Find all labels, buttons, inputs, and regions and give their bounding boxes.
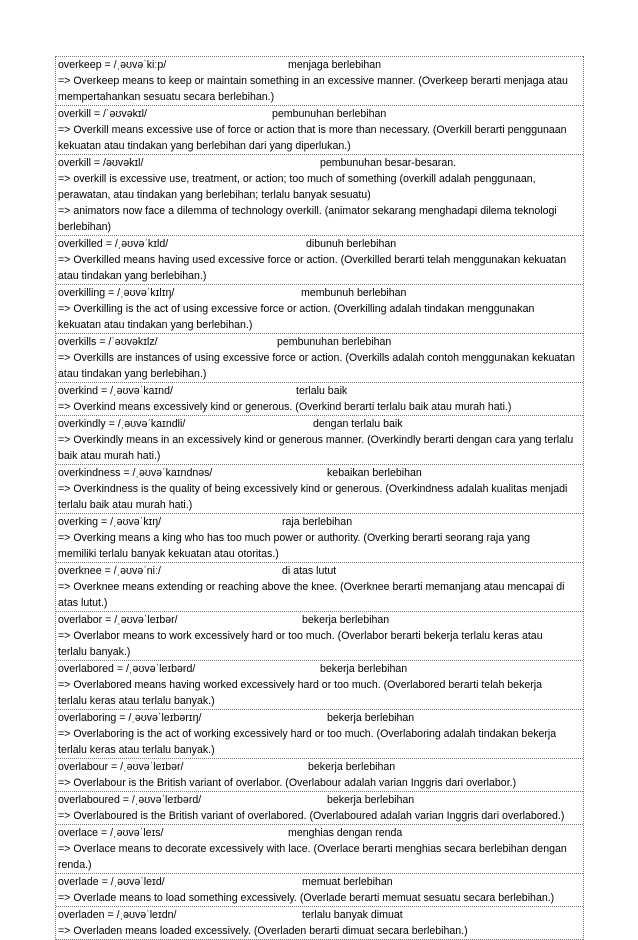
definition-line: => Overlabor means to work excessively hard or too much. (Overlabor berarti bekerja terlalu keras atau (58, 630, 543, 642)
meaning: raja berlebihan (282, 516, 353, 528)
entry-row (56, 56, 583, 105)
entry-header (56, 612, 583, 628)
definition-line: renda.) (58, 859, 92, 871)
definition-line: => Overlade means to load something excessively. (Overlade berarti memuat sesuatu secara berlebihan.) (58, 892, 555, 904)
entry-row (56, 824, 583, 873)
meaning: menghias dengan renda (288, 827, 403, 839)
definition-line: => Overkindly means in an excessively kind or generous manner. (Overkindly berarti dengan cara yang terlalu (58, 434, 574, 446)
headword: overladen = /ˌəʊvəˈleɪdn/ (58, 909, 177, 921)
headword: overking = /ˌəʊvəˈkɪŋ/ (58, 516, 162, 528)
meaning: bekerja berlebihan (308, 761, 396, 773)
entry-row (56, 154, 583, 235)
entry-header (56, 563, 583, 579)
entry-header (56, 907, 583, 923)
definition-line: => Overlaboring is the act of working excessively hard or too much. (Overlaboring adalah tindakan bekerja (58, 728, 557, 740)
definition-line: baik atau murah hati.) (58, 450, 161, 462)
definition-line: terlalu keras atau terlalu banyak.) (58, 695, 215, 707)
headword: overkind = /ˌəʊvəˈkaɪnd/ (58, 385, 173, 397)
definition-line: => Overlabored means having worked excessively hard or too much. (Overlabored berarti telah bekerja (58, 679, 543, 691)
entry-row (56, 906, 583, 940)
entry-header (56, 792, 583, 808)
entry-row (56, 660, 583, 709)
meaning: dibunuh berlebihan (306, 238, 397, 250)
dictionary-table (55, 56, 584, 940)
entry-header (56, 710, 583, 726)
entry-row (56, 105, 583, 154)
definition-line: terlalu banyak.) (58, 646, 131, 658)
headword: overlaboured = /ˌəʊvəˈleɪbərd/ (58, 794, 202, 806)
definition-line: => Overladen means loaded excessively. (Overladen berarti dimuat secara berlebihan.) (58, 925, 468, 937)
headword: overkindly = /ˌəʊvəˈkaɪndli/ (58, 418, 186, 430)
definition-line: => Overknee means extending or reaching above the knee. (Overknee berarti memanjang atau mencapai di (58, 581, 565, 593)
definition-line: => animators now face a dilemma of technology overkill. (animator sekarang menghadapi dilema teknologi (58, 205, 557, 217)
meaning: dengan terlalu baik (313, 418, 403, 430)
entry-row (56, 464, 583, 513)
definition-line: => Overlace means to decorate excessively with lace. (Overlace berarti menghias secara berlebihan dengan (58, 843, 567, 855)
entry-row (56, 873, 583, 906)
meaning: di atas lutut (282, 565, 337, 577)
meaning: pembunuhan berlebihan (277, 336, 392, 348)
meaning: menjaga berlebihan (288, 59, 382, 71)
entry-header (56, 236, 583, 252)
definition-line: => Overkilled means having used excessive force or action. (Overkilled berarti telah menggunakan kekuatan (58, 254, 567, 266)
meaning: pembunuhan besar-besaran. (320, 157, 457, 169)
definition-line: atau tindakan yang berlebihan.) (58, 368, 207, 380)
headword: overkindness = /ˌəʊvəˈkaɪndnəs/ (58, 467, 213, 479)
entry-row (56, 562, 583, 611)
entry-row (56, 791, 583, 824)
meaning: membunuh berlebihan (301, 287, 407, 299)
meaning: bekerja berlebihan (302, 614, 390, 626)
meaning: pembunuhan berlebihan (272, 108, 387, 120)
entry-header (56, 465, 583, 481)
definition-line: memiliki terlalu banyak kekuatan atau otoritas.) (58, 548, 279, 560)
headword: overlabored = /ˌəʊvəˈleɪbərd/ (58, 663, 196, 675)
meaning: memuat berlebihan (302, 876, 393, 888)
headword: overknee = /ˌəʊvəˈniː/ (58, 565, 161, 577)
definition-line: => Overkindness is the quality of being excessively kind or generous. (Overkindness adalah kualitas menjadi (58, 483, 568, 495)
definition-line: atau tindakan yang berlebihan.) (58, 270, 207, 282)
definition-line: => Overkills are instances of using excessive force or action. (Overkills adalah contoh menggunakan kekuatan (58, 352, 576, 364)
entry-header (56, 825, 583, 841)
entry-row (56, 235, 583, 284)
entry-header (56, 334, 583, 350)
headword: overlaboring = /ˌəʊvəˈleɪbərɪŋ/ (58, 712, 202, 724)
entry-header (56, 106, 583, 122)
definition-line: berlebihan) (58, 221, 112, 233)
definition-line: => Overkeep means to keep or maintain something in an excessive manner. (Overkeep berarti menjaga atau (58, 75, 568, 87)
entry-row (56, 758, 583, 791)
entry-header (56, 759, 583, 775)
entry-row (56, 333, 583, 382)
definition-line: => Overkind means excessively kind or generous. (Overkind berarti terlalu baik atau murah hati.) (58, 401, 512, 413)
definition-line: mempertahankan sesuatu secara berlebihan.) (58, 91, 275, 103)
entry-header (56, 661, 583, 677)
meaning: bekerja berlebihan (320, 663, 408, 675)
definition-line: => Overkilling is the act of using excessive force or action. (Overkilling adalah tindakan menggunakan (58, 303, 535, 315)
meaning: bekerja berlebihan (327, 794, 415, 806)
entry-row (56, 709, 583, 758)
definition-line: => Overking means a king who has too much power or authority. (Overking berarti seorang raja yang (58, 532, 531, 544)
definition-line: => overkill is excessive use, treatment, or action; too much of something (overkill adalah penggunaan, (58, 173, 536, 185)
meaning: bekerja berlebihan (327, 712, 415, 724)
entry-row (56, 513, 583, 562)
definition-line: => Overlaboured is the British variant of overlabored. (Overlaboured adalah varian Inggris dari overlabored.) (58, 810, 565, 822)
headword: overlace = /ˌəʊvəˈleɪs/ (58, 827, 164, 839)
entry-header (56, 383, 583, 399)
headword: overkill = /ˈəʊvəkɪl/ (58, 108, 147, 120)
entry-header (56, 155, 583, 171)
headword: overkilled = /ˌəʊvəˈkɪld/ (58, 238, 169, 250)
definition-line: kekuatan atau tindakan yang berlebihan.) (58, 319, 253, 331)
headword: overlabour = /ˌəʊvəˈleɪbər/ (58, 761, 184, 773)
headword: overkilling = /ˌəʊvəˈkɪlɪŋ/ (58, 287, 175, 299)
headword: overkills = /ˈəʊvəkɪlz/ (58, 336, 158, 348)
meaning: terlalu banyak dimuat (302, 909, 403, 921)
definition-line: atas lutut.) (58, 597, 108, 609)
entry-header (56, 57, 583, 73)
headword: overkeep = /ˌəʊvəˈkiːp/ (58, 59, 167, 71)
definition-line: perawatan, atau tindakan yang berlebihan; terlalu banyak sesuatu) (58, 189, 371, 201)
definition-line: terlalu keras atau terlalu banyak.) (58, 744, 215, 756)
entry-header (56, 514, 583, 530)
entry-header (56, 416, 583, 432)
entry-row (56, 611, 583, 660)
definition-line: terlalu baik atau murah hati.) (58, 499, 193, 511)
entry-row (56, 415, 583, 464)
entry-header (56, 285, 583, 301)
entry-row (56, 382, 583, 415)
meaning: kebaikan berlebihan (327, 467, 422, 479)
headword: overlabor = /ˌəʊvəˈleɪbər/ (58, 614, 178, 626)
definition-line: => Overlabour is the British variant of overlabor. (Overlabour adalah varian Inggris dari overlabor.) (58, 777, 517, 789)
entry-row (56, 284, 583, 333)
meaning: terlalu baik (296, 385, 348, 397)
headword: overlade = /ˌəʊvəˈleɪd/ (58, 876, 165, 888)
definition-line: kekuatan atau tindakan yang berlebihan dari yang diperlukan.) (58, 140, 351, 152)
definition-line: => Overkill means excessive use of force or action that is more than necessary. (Overkill berarti penggunaan (58, 124, 567, 136)
headword: overkill = /əʊvəkɪl/ (58, 157, 144, 169)
entry-header (56, 874, 583, 890)
